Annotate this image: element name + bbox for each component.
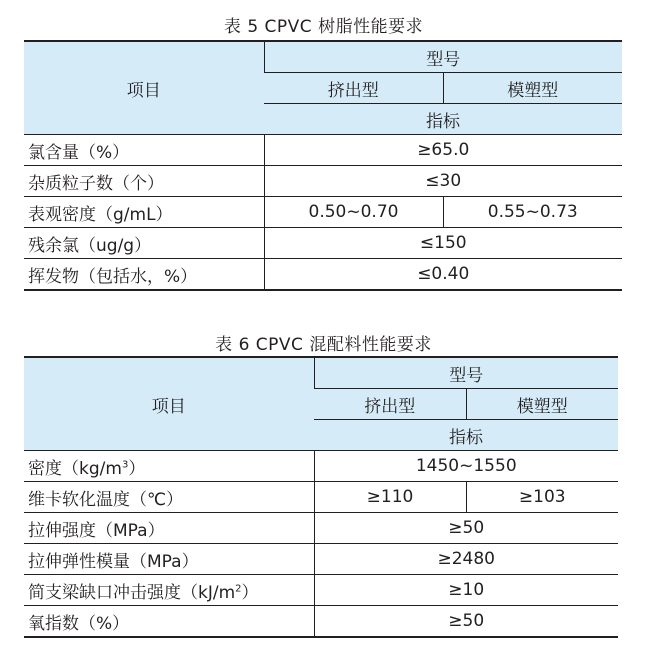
row-value: ≤150	[264, 228, 622, 259]
table-row	[24, 544, 618, 575]
table-row	[24, 575, 618, 606]
row-value-extrusion: ≥110	[314, 482, 466, 513]
table-row	[24, 259, 622, 291]
table-row	[24, 482, 618, 513]
row-item	[24, 451, 314, 482]
row-item: 氧指数（%）	[24, 606, 314, 638]
table5-header-index: 指标	[264, 104, 622, 135]
row-item: 拉伸强度（MPa）	[24, 513, 314, 544]
row-item: 残余氯（ug/g）	[24, 228, 264, 259]
row-item-superscript: 2	[235, 582, 242, 594]
row-item: 拉伸弹性模量（MPa）	[24, 544, 314, 575]
row-value: ≥65.0	[264, 135, 622, 166]
table5-header-model: 型号	[264, 41, 622, 73]
table6-header-item: 项目	[24, 357, 314, 451]
table-row	[24, 451, 618, 482]
row-item-text: ）	[128, 458, 146, 479]
table-row	[24, 228, 622, 259]
row-value: ≤0.40	[264, 259, 622, 291]
table6-header-model: 型号	[314, 357, 618, 389]
row-value: ≥50	[314, 513, 618, 544]
table5-header-molding: 模塑型	[443, 73, 622, 104]
row-item: 挥发物（包括水，%）	[24, 259, 264, 291]
table-row	[24, 513, 618, 544]
table-row	[24, 135, 622, 166]
table6-caption: 表 6 CPVC 混配料性能要求	[215, 335, 432, 355]
row-item: 氯含量（%）	[24, 135, 264, 166]
row-value-molding: ≥103	[466, 482, 618, 513]
table6-header-molding: 模塑型	[466, 389, 618, 420]
table5	[24, 40, 622, 291]
table6-header-index: 指标	[314, 420, 618, 451]
table5-caption: 表 5 CPVC 树脂性能要求	[223, 17, 424, 37]
row-value: 1450~1550	[314, 451, 618, 482]
row-item-superscript: 3	[121, 458, 129, 470]
table-row	[24, 606, 618, 638]
row-item-text: ）	[241, 582, 259, 603]
table5-header-extrusion: 挤出型	[264, 73, 443, 104]
row-item-text: 简支梁缺口冲击强度（kJ/m	[28, 582, 236, 603]
row-item-text: 密度（kg/m	[28, 458, 122, 479]
table6	[24, 356, 618, 638]
row-value-extrusion: 0.50~0.70	[264, 197, 443, 228]
row-value-molding: 0.55~0.73	[443, 197, 622, 228]
table5-header-item: 项目	[24, 41, 264, 135]
table-row	[24, 197, 622, 228]
table5-header-row	[24, 41, 622, 73]
table-row	[24, 166, 622, 197]
row-item: 杂质粒子数（个）	[24, 166, 264, 197]
table6-header-extrusion: 挤出型	[314, 389, 466, 420]
row-value: ≥2480	[314, 544, 618, 575]
row-item: 表观密度（g/mL）	[24, 197, 264, 228]
row-value: ≥10	[314, 575, 618, 606]
table6-header-row	[24, 357, 618, 389]
row-value: ≥50	[314, 606, 618, 638]
row-item: 维卡软化温度（℃）	[24, 482, 314, 513]
row-item	[24, 575, 314, 606]
row-value: ≤30	[264, 166, 622, 197]
